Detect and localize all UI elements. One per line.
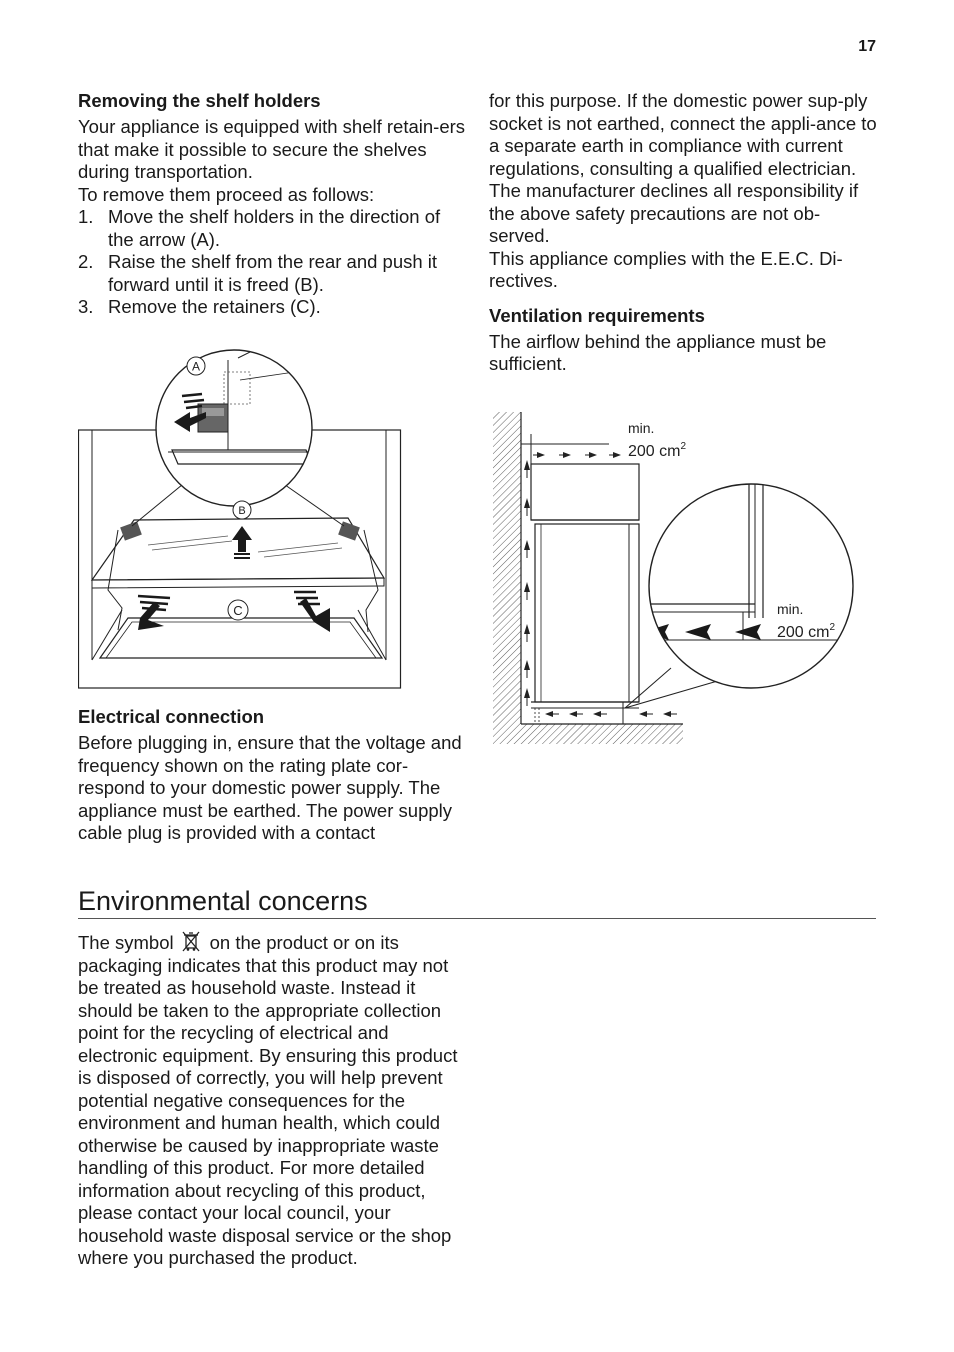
eec-text: This appliance complies with the E.E.C. Di-rectives. [489,247,843,291]
vent-top-area-label [628,441,686,460]
electrical-body: Before plugging in, ensure that the voltage and frequency shown on the rating plate cor-respond to your domestic power supply. The appliance must be earthed. The power supply cable plug is provided with a contact [78,732,462,843]
step-number: 2. [78,251,94,272]
step-text: Raise the shelf from the rear and push it forward until it is freed (B). [108,251,438,295]
step-text: Remove the retainers (C). [108,296,321,317]
environment-title: Environmental concerns [78,884,876,919]
electrical-continued: for this purpose. If the domestic power sup-ply socket is not earthed, connect the appli-ance to a separate earth in compliance with current regulations, consulting a qualified electrician. [489,90,877,179]
page-number: 17 [858,38,876,55]
vent-zoom-area-label [777,622,835,641]
electrical-heading: Electrical connection [78,706,265,727]
label-a: A [191,359,201,374]
shelf-holders-section [78,90,466,319]
responsibility-text: The manufacturer declines all responsibility if the above safety precautions are not ob-served. [489,180,859,246]
vent-top-area-text: 200 cm [628,443,681,460]
ventilation-diagram [489,408,861,748]
step-item [78,251,466,296]
ventilation-body: The airflow behind the appliance must be sufficient. [489,330,827,374]
vent-top-min-label: min. [628,420,655,436]
crossed-bin-icon [180,930,202,952]
shelf-holders-heading: Removing the shelf holders [78,90,321,111]
electrical-section [78,706,468,845]
step-number: 1. [78,206,94,227]
vent-zoom-min-label: min. [777,601,804,617]
shelf-holders-steps [78,206,466,319]
environment-text-start: The symbol [78,932,174,953]
shelf-holders-lead: To remove them proceed as follows: [78,183,375,205]
vent-zoom-superscript: 2 [829,622,836,633]
ventilation-heading: Ventilation requirements [489,304,705,326]
step-item [78,206,466,251]
label-c: C [233,603,243,618]
step-text: Move the shelf holders in the direction of the arrow (A). [108,206,441,250]
vent-top-superscript: 2 [680,441,687,452]
shelf-holders-intro: Your appliance is equipped with shelf retain-ers that make it possible to secure the shelves during transportation. [78,116,466,182]
label-b: B [238,505,246,517]
right-column [489,90,879,376]
step-number: 3. [78,296,94,317]
environment-body [78,930,470,1270]
step-item [78,296,466,319]
vent-zoom-area-text: 200 cm [777,624,830,641]
shelf-removal-illustration [78,340,402,690]
environment-text-rest: on the product or on its packaging indicates that this product may not be treated as household waste. Instead it should be taken to the appropriate collection point for the recycling of electrical and electronic equipment. By ensuring this product is disposed of correctly, you will help prevent potential negative consequences for the environment and human health, which could otherwise be caused by inappropriate waste handling of this product. For more detailed information about recycling of this product, please contact your local council, your household waste disposal service or the shop where you purchased the product. [78,932,458,1268]
